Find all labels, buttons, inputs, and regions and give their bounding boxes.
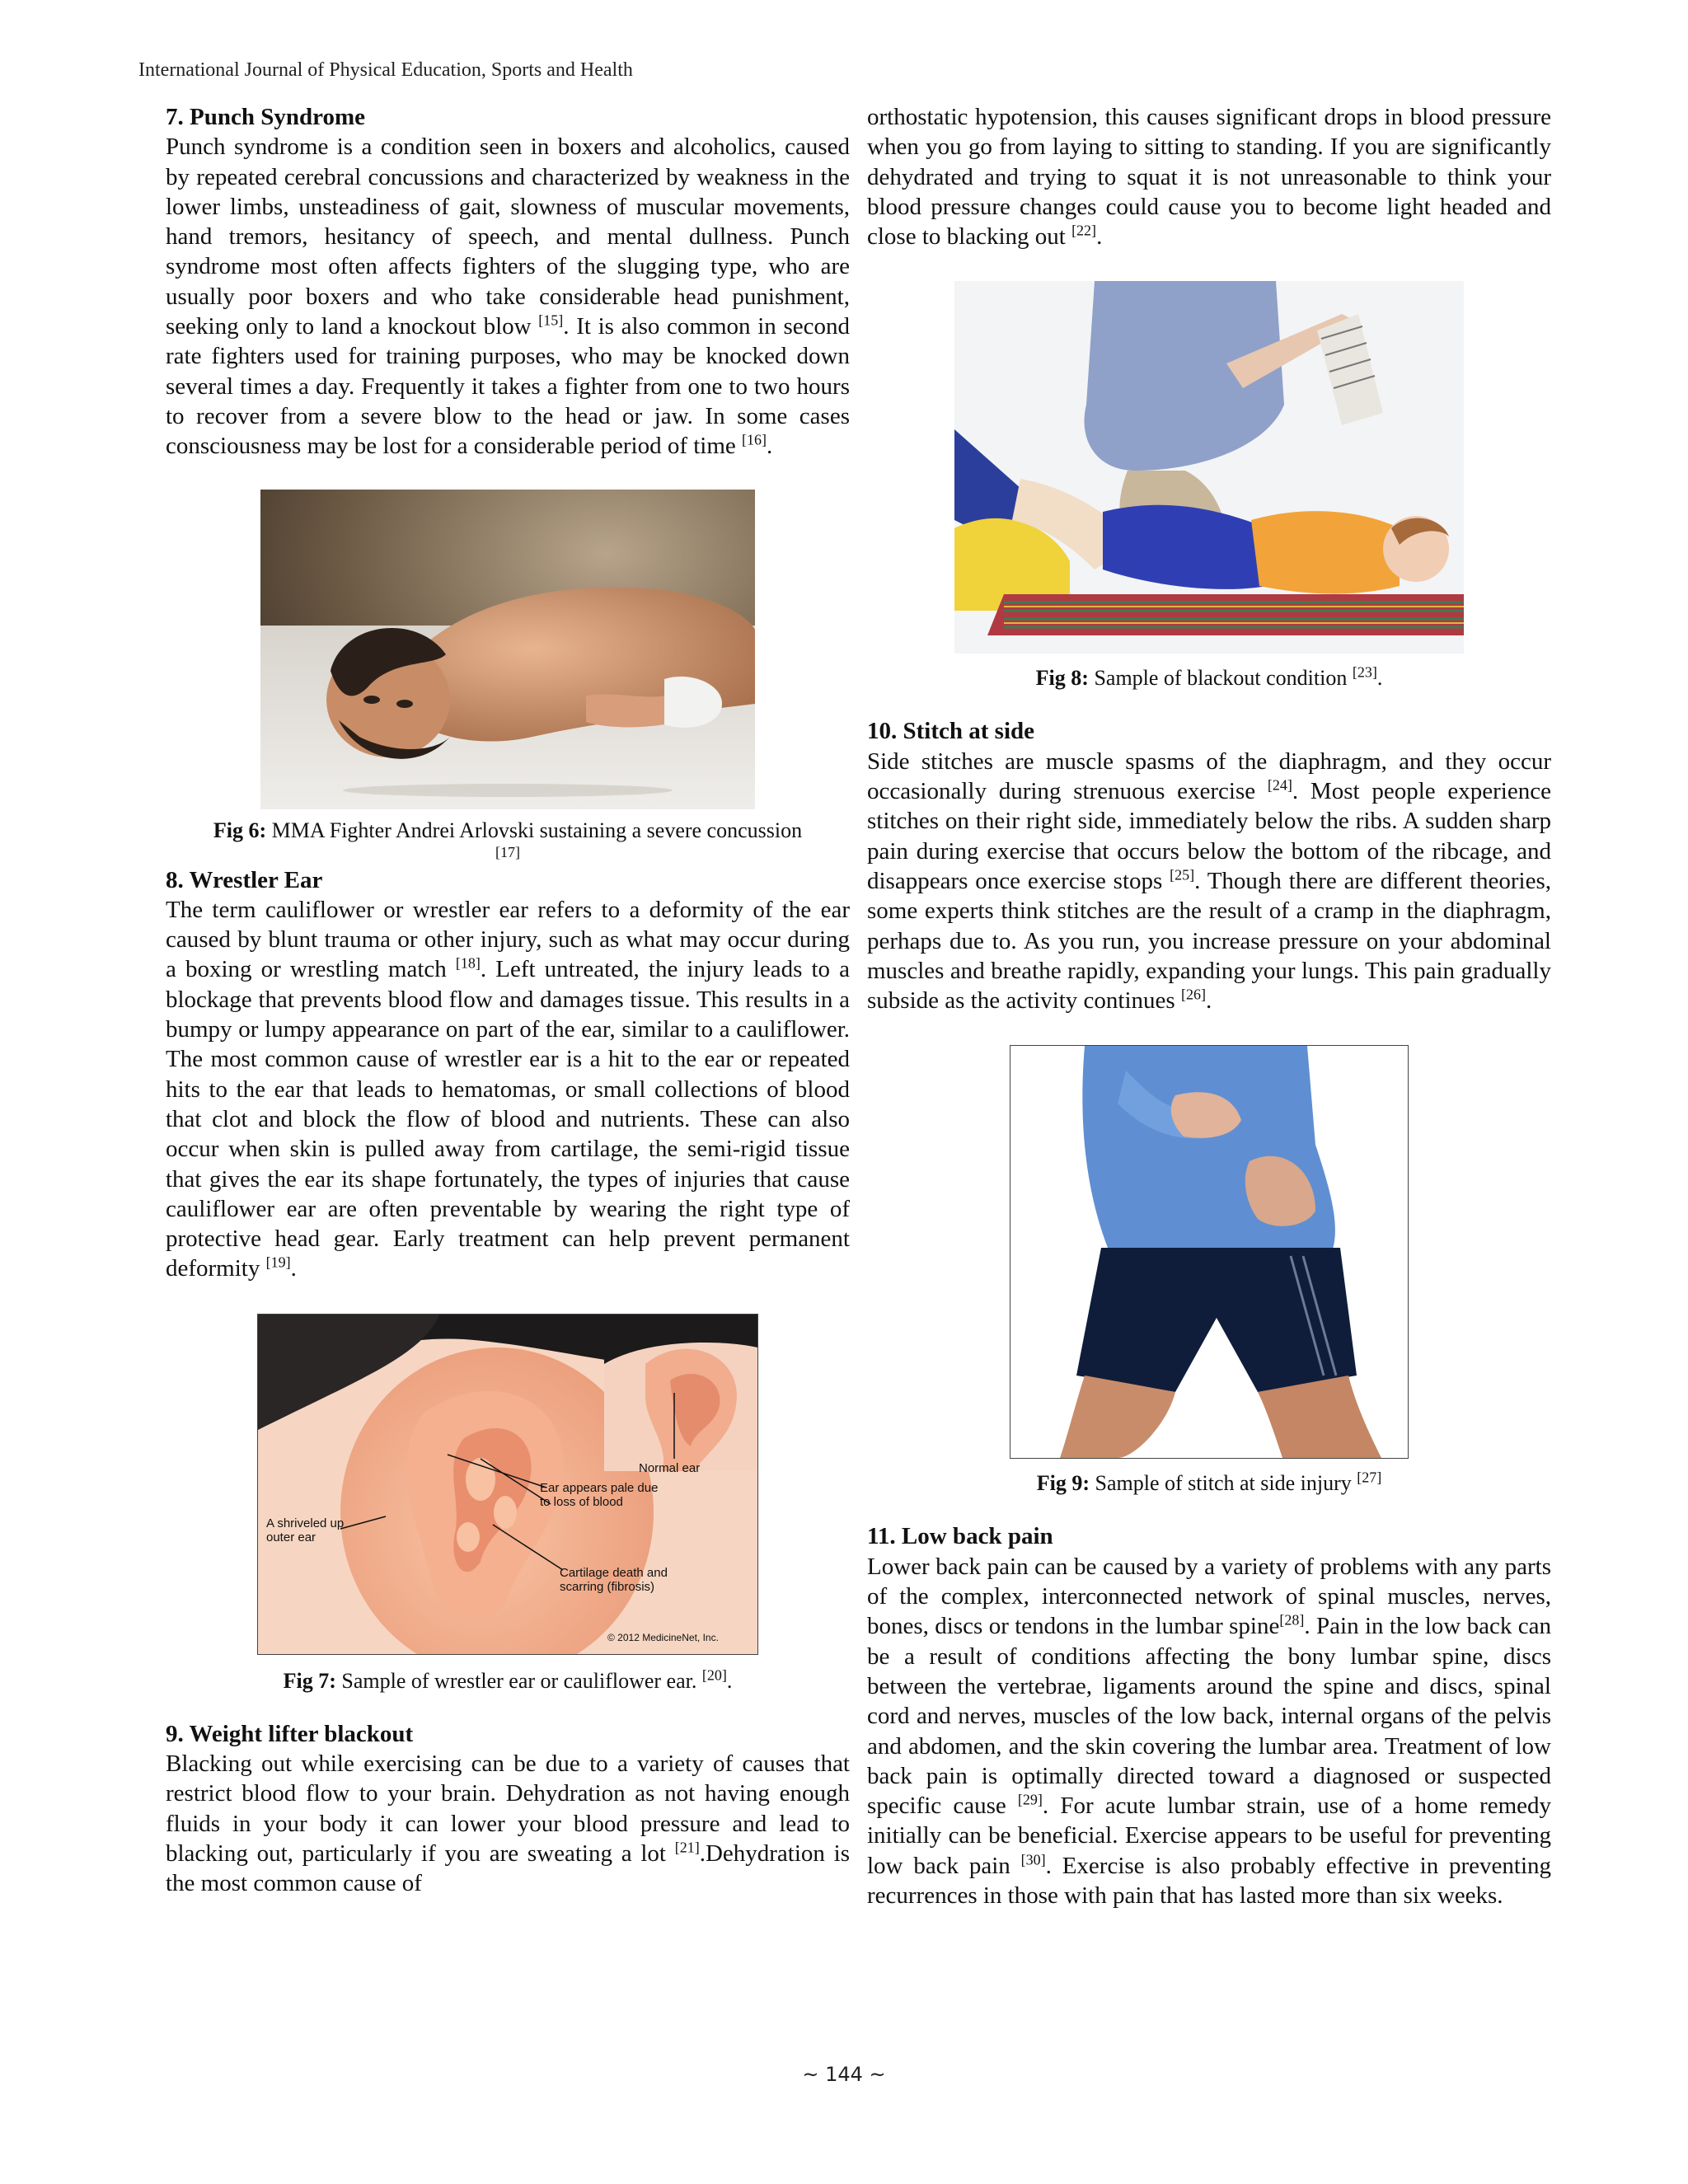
section-heading-weight-lifter-blackout: 9. Weight lifter blackout (166, 1720, 414, 1747)
fig7-citation: [20] (701, 1666, 727, 1684)
text-span: Side stitches are muscle spasms of the diaphragm, and they occur occasionally during strenuous exercise (867, 748, 1551, 805)
fig9-caption-text: Sample of stitch at side injury (1095, 1471, 1352, 1496)
figure-7 (166, 1314, 850, 1694)
citation: [28] (1279, 1611, 1305, 1629)
paragraph-blackout-continued (867, 102, 1551, 251)
paragraph-weight-lifter-blackout (166, 1749, 850, 1898)
citation: [24] (1267, 776, 1292, 794)
fig7-caption-end: . (726, 1668, 733, 1693)
citation: [15] (538, 312, 564, 329)
fig7-caption-text: Sample of wrestler ear or cauliflower ear. (341, 1668, 697, 1693)
citation: [21] (674, 1839, 700, 1856)
journal-title: International Journal of Physical Education, Sports and Health (138, 59, 633, 81)
section-heading-punch-syndrome: 7. Punch Syndrome (166, 104, 365, 130)
fig8-citation: [23] (1352, 663, 1377, 681)
fig8-caption-end: . (1376, 666, 1383, 691)
label-cartilage: Cartilage death and scarring (fibrosis) (560, 1565, 668, 1594)
text-span: . Left untreated, the injury leads to a blockage that prevents blood flow and damages tissue. This results in a bumpy or lumpy appearance on part of the ear, similar to a cauliflower. The most common cause of wrestler ear is a hit to the ear or repeated hits to the ear that leads to hematomas, or small collections of blood that clot and block the flow of blood and nutrients. These can also occur when skin is pulled away from cartilage, the semi-rigid tissue that gives the ear its shape fortunately, the types of injuries that cause cauliflower ear are often preventable by wearing the right type of protective head gear. Early treatment can help prevent permanent deformity (166, 956, 851, 1282)
section-heading-low-back-pain: 11. Low back pain (867, 1523, 1053, 1550)
text-span: . Though there are different theories, some experts think stitches are the result of a cramp in the diaphragm, perhaps due to. As you run, you increase pressure on your abdominal muscles and breathe rapidly, expanding your lungs. This pain gradually subside as the activity continues (867, 867, 1552, 1015)
figure-6 (166, 490, 850, 860)
fig8-label: Fig 8: (1035, 666, 1089, 691)
label-shriveled-ear: A shriveled up outer ear (266, 1516, 345, 1544)
fig8-caption (867, 665, 1551, 691)
left-column (166, 102, 850, 1899)
fig7-caption (166, 1668, 850, 1694)
text-span: . Pain in the low back can be a result of conditions affecting the bony lumbar spine, discs between the vertebrae, ligaments around the spine and discs, spinal cord and nerves, muscles of the low back, internal organs of the pelvis and abdomen, and the skin covering the lumbar area. Treatment of low back pain is optimally directed toward a diagnosed or suspected specific cause (867, 1613, 1552, 1820)
fig6-photo (260, 490, 755, 809)
fig9-photo (1010, 1045, 1409, 1459)
paragraph-stitch-at-side (867, 747, 1551, 1016)
label-normal-ear: Normal ear (639, 1460, 701, 1475)
right-column (867, 102, 1551, 1910)
fig7-illustration (257, 1314, 758, 1655)
copyright-medicinenet: © 2012 MedicineNet, Inc. (607, 1631, 719, 1643)
text-span: .Dehydration is the most common cause of (166, 1840, 850, 1897)
fig9-label: Fig 9: (1036, 1471, 1090, 1496)
section-heading-stitch-at-side: 10. Stitch at side (867, 718, 1034, 745)
citation: [30] (1020, 1851, 1046, 1868)
text-span: . Exercise is also probably effective in preventing recurrences in those with pain that has lasted more than six weeks. (867, 1852, 1552, 1910)
text-span: . For acute lumbar strain, use of a home remedy initially can be beneficial. Exercise appears to be useful for preventing low back pain (867, 1793, 1552, 1879)
citation: [18] (455, 954, 481, 972)
paragraph-wrestler-ear (166, 895, 850, 1284)
citation: [19] (265, 1254, 291, 1271)
text-span: Blacking out while exercising can be due to a variety of causes that restrict blood flow to your brain. Dehydration as not having enough fluids in your body it can lower your blood pressure and lead to blacking out, particularly if you are sweating a lot (166, 1750, 850, 1867)
text-span: orthostatic hypotension, this causes significant drops in blood pressure when you go from laying to sitting to standing. If you are significantly dehydrated and trying to squat it is not unreasonable to think your blood pressure changes could cause you to become light headed and close to blacking out (867, 104, 1551, 251)
label-ear-pale: Ear appears pale due to loss of blood (540, 1480, 659, 1509)
figure-9 (867, 1045, 1551, 1497)
side-stitch-image (1010, 1046, 1408, 1458)
citation: [26] (1180, 986, 1206, 1003)
text-span: . It is also common in second rate fighters used for training purposes, who may be knocked down several times a day. Frequently it takes a fighter from one to two hours to recover from a severe blow to the head or jaw. In some cases consciousness may be lost for a considerable period of time (166, 313, 851, 460)
fallen-fighter-image (260, 490, 755, 809)
fig9-citation: [27] (1357, 1469, 1382, 1486)
paragraph-low-back-pain (867, 1552, 1551, 1911)
fig8-photo (954, 281, 1464, 654)
figure-8 (867, 281, 1551, 691)
text-span: . (290, 1255, 297, 1282)
text-span: Punch syndrome is a condition seen in boxers and alcoholics, caused by repeated cerebral concussions and characterized by weakness in the lower limbs, unsteadiness of gait, slowness of muscular movements, hand tremors, hesitancy of speech, and mental dullness. Punch syndrome most often affects fighters of the slugging type, who are usually poor boxers and who take considerable head punishment, seeking only to land a knockout blow (166, 134, 850, 340)
text-span: . Most people experience stitches on their right side, immediately below the ribs. A sudden sharp pain during exercise that occurs below the bottom of the ribcage, and disappears once exercise stops (867, 778, 1551, 894)
fig7-label: Fig 7: (283, 1668, 336, 1693)
section-heading-wrestler-ear: 8. Wrestler Ear (166, 866, 323, 893)
fig9-caption (867, 1470, 1551, 1497)
text-span: Lower back pain can be caused by a variety of problems with any parts of the complex, interconnected network of spinal muscles, nerves, bones, discs or tendons in the lumbar spine (867, 1553, 1551, 1640)
text-span: . (767, 433, 773, 460)
fig6-label: Fig 6: (213, 818, 267, 842)
cauliflower-ear-image (258, 1315, 757, 1654)
fig6-citation: [17] (495, 843, 520, 860)
blackout-scene-image (954, 281, 1464, 654)
page-number: ~ 144 ~ (802, 2063, 886, 2086)
citation: [16] (742, 431, 767, 448)
fig6-caption (166, 818, 850, 860)
citation: [29] (1017, 1791, 1043, 1808)
paragraph-punch-syndrome (166, 132, 850, 461)
citation: [22] (1071, 222, 1097, 239)
fig6-caption-text: MMA Fighter Andrei Arlovski sustaining a severe concussion (271, 818, 803, 842)
citation: [25] (1170, 866, 1195, 883)
fig8-caption-text: Sample of blackout condition (1094, 666, 1348, 691)
text-span: . (1205, 987, 1212, 1015)
text-span: The term cauliflower or wrestler ear refers to a deformity of the ear caused by blunt trauma or other injury, such as what may occur during a boxing or wrestling match (166, 896, 850, 983)
text-span: . (1096, 223, 1103, 251)
